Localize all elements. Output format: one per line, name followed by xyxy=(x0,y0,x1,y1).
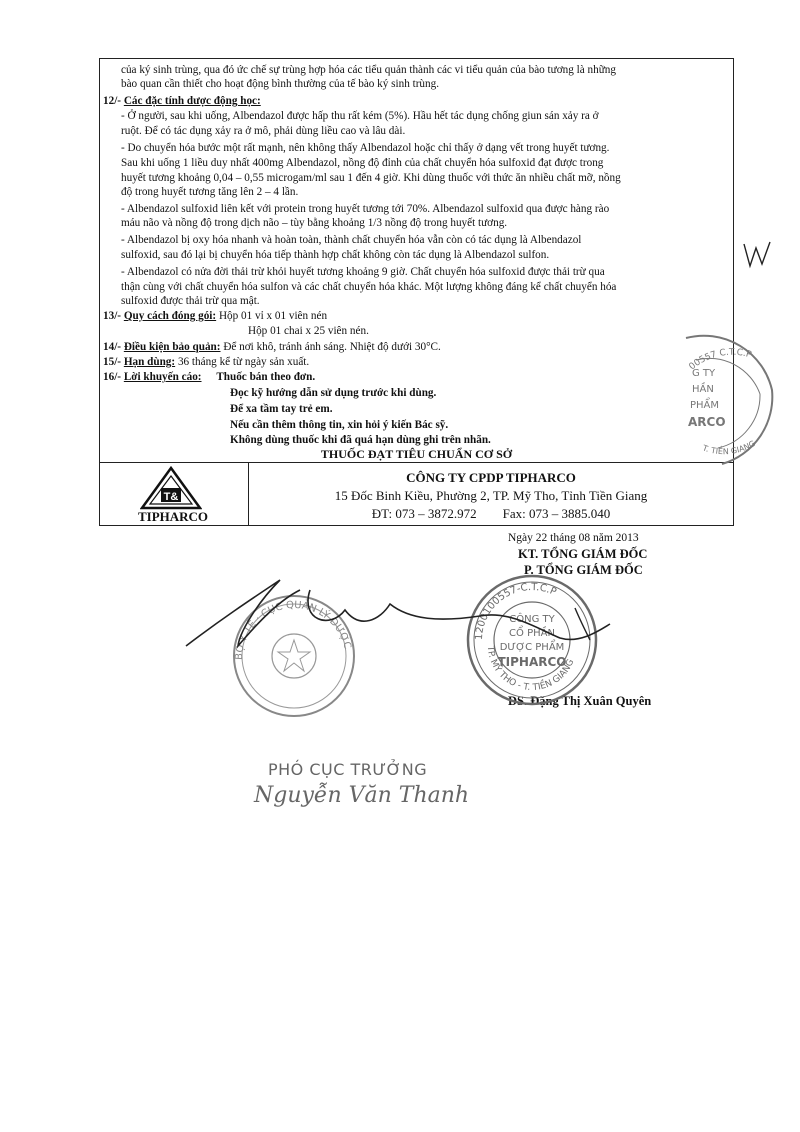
warning-line: Đọc kỹ hướng dẫn sử dụng trước khi dùng. xyxy=(230,387,437,399)
text-line: - Albendazol sulfoxid liên kết với protein trong huyết tương tới 70%. Albendazol sulfoxid qua được hàng rào xyxy=(121,203,610,215)
section-14-heading xyxy=(103,341,441,354)
director-signature-icon xyxy=(180,560,620,680)
section-number: 16/- xyxy=(103,371,122,383)
section-13-heading xyxy=(103,310,327,323)
text-line: ruột. Để có tác dụng xảy ra ở mô, phải dùng liều cao và lâu dài. xyxy=(121,125,406,137)
approval-name-signature: Nguyễn Văn Thanh xyxy=(254,783,470,808)
text-line: - Ở người, sau khi uống, Albendazol được hấp thu rất kém (5%). Hầu hết tác dụng chống giun sán xảy ra ở xyxy=(121,110,599,122)
warning-line: Để xa tầm tay trẻ em. xyxy=(230,403,333,415)
divider-line xyxy=(99,462,734,463)
text-line: - Albendazol bị oxy hóa nhanh và hoàn toàn, thành chất chuyển hóa vẫn còn có tác dụng là Albendazol xyxy=(121,234,582,246)
signer-title-2: P. TỔNG GIÁM ĐỐC xyxy=(524,563,643,577)
warning-line: Không dùng thuốc khi đã quá hạn dùng ghi trên nhãn. xyxy=(230,434,491,446)
section-title: Quy cách đóng gói: xyxy=(123,310,217,322)
text-line: thận cùng với chất chuyển hóa sulfon và các chất chuyển hóa khác. Một lượng không đáng kể chất chuyển hóa xyxy=(121,281,617,293)
text-line: Sau khi uống 1 liều duy nhất 400mg Albendazol, nồng độ đỉnh của chất chuyển hóa sulfoxid đạt được trong xyxy=(121,157,604,169)
sign-date: Ngày 22 tháng 08 năm 2013 xyxy=(508,532,639,544)
section-number: 13/- xyxy=(103,310,122,322)
text-line: huyết tương khoảng 0,04 – 0,55 microgam/ml sau 1 đến 4 giờ. Khi dùng thuốc với thức ăn nhiều chất mỡ, nồng xyxy=(121,172,621,184)
svg-text:T. TIỀN GIANG: T. TIỀN GIANG xyxy=(701,438,757,457)
text-line: của ký sinh trùng, qua đó ức chế sự trùng hợp hóa các tiểu quản thành các vi tiểu quản của bào tương là những xyxy=(121,64,616,76)
svg-text:TIPHARCO: TIPHARCO xyxy=(497,655,567,669)
signer-name: DS. Đặng Thị Xuân Quyên xyxy=(508,694,652,708)
svg-text:00557 C.T.C.P: 00557 C.T.C.P xyxy=(687,347,753,373)
approval-title: PHÓ CỤC TRƯỞNG xyxy=(268,760,428,779)
svg-text:CỔ PHẦN: CỔ PHẦN xyxy=(509,628,555,639)
text-line: bào quan cần thiết cho hoạt động bình thường của tế bào ký sinh trùng. xyxy=(121,78,440,90)
svg-text:ARCO: ARCO xyxy=(688,415,726,429)
text-line: sulfoxid, sau đó lại bị chuyển hóa tiếp thành hợp chất không còn tác dụng là Albendazol sulfon. xyxy=(121,249,550,261)
section-title: Các đặc tính dược động học: xyxy=(123,95,261,107)
svg-text:G TY: G TY xyxy=(692,368,716,379)
text-line: sulfoxid được thải trừ qua mật. xyxy=(121,295,260,307)
section-value: Để nơi khô, tránh ánh sáng. Nhiệt độ dưới 30°C. xyxy=(223,341,441,353)
initials-mark-icon xyxy=(742,240,772,270)
svg-text:CÔNG TY: CÔNG TY xyxy=(509,614,555,625)
section-value: Hộp 01 vỉ x 01 viên nén xyxy=(218,310,328,322)
svg-text:HẦN: HẦN xyxy=(692,384,714,395)
text-line: máu não và nồng độ trong dịch não – tùy bằng khoảng 1/3 nồng độ trong huyết tương. xyxy=(121,217,508,229)
company-address: 15 Đốc Binh Kiều, Phường 2, TP. Mỹ Tho, Tỉnh Tiền Giang xyxy=(334,488,648,503)
warning-line: Nếu cần thêm thông tin, xin hỏi ý kiến Bác sỹ. xyxy=(230,419,449,431)
company-name: CÔNG TY CPDP TIPHARCO xyxy=(406,470,576,485)
signer-title-1: KT. TỔNG GIÁM ĐỐC xyxy=(518,547,648,561)
svg-text:TP. MỸ THO - T. TIỀN GIANG: TP. MỸ THO - T. TIỀN GIANG xyxy=(484,645,577,694)
tipharco-logo-icon xyxy=(140,466,202,510)
company-phone-fax: ĐT: 073 – 3872.972 Fax: 073 – 3885.040 xyxy=(371,506,611,521)
section-12-heading xyxy=(103,95,261,108)
svg-text:T&: T& xyxy=(163,491,179,503)
standard-statement: THUỐC ĐẠT TIÊU CHUẨN CƠ SỞ xyxy=(320,447,513,461)
text-line: - Do chuyển hóa bước một rất mạnh, nên không thấy Albendazol hoặc chỉ thấy ở dạng vết trong huyết tương. xyxy=(121,142,610,154)
svg-text:BỘ Y TẾ · CỤC QUẢN LÝ DƯỢC: BỘ Y TẾ · CỤC QUẢN LÝ DƯỢC xyxy=(233,599,353,661)
svg-text:DƯỢC PHẨM: DƯỢC PHẨM xyxy=(499,642,565,653)
side-stamp-icon xyxy=(682,330,778,470)
svg-text:1200100557-C.T.C.P: 1200100557-C.T.C.P xyxy=(473,581,558,641)
section-title: Hạn dùng: xyxy=(123,356,176,368)
text-line: độ trong huyết tương tăng lên 2 – 4 lần. xyxy=(121,186,299,198)
section-16-heading xyxy=(103,371,315,384)
section-number: 14/- xyxy=(103,341,122,353)
section-number: 15/- xyxy=(103,356,122,368)
svg-text:PHẨM: PHẨM xyxy=(690,400,720,411)
section-title: Điều kiện bảo quản: xyxy=(123,341,221,353)
text-line: - Albendazol có nửa đời thải trừ khỏi huyết tương khoảng 9 giờ. Chất chuyển hóa sulfoxid được thải trừ qua xyxy=(121,266,605,278)
section-15-heading xyxy=(103,356,309,369)
section-value: 36 tháng kể từ ngày sản xuất. xyxy=(177,356,310,368)
text-line: Hộp 01 chai x 25 viên nén. xyxy=(248,325,369,337)
section-value: Thuốc bán theo đơn. xyxy=(216,371,316,383)
logo-wordmark: TIPHARCO xyxy=(137,509,209,524)
section-title: Lời khuyến cáo: xyxy=(123,371,202,383)
section-number: 12/- xyxy=(103,95,122,107)
